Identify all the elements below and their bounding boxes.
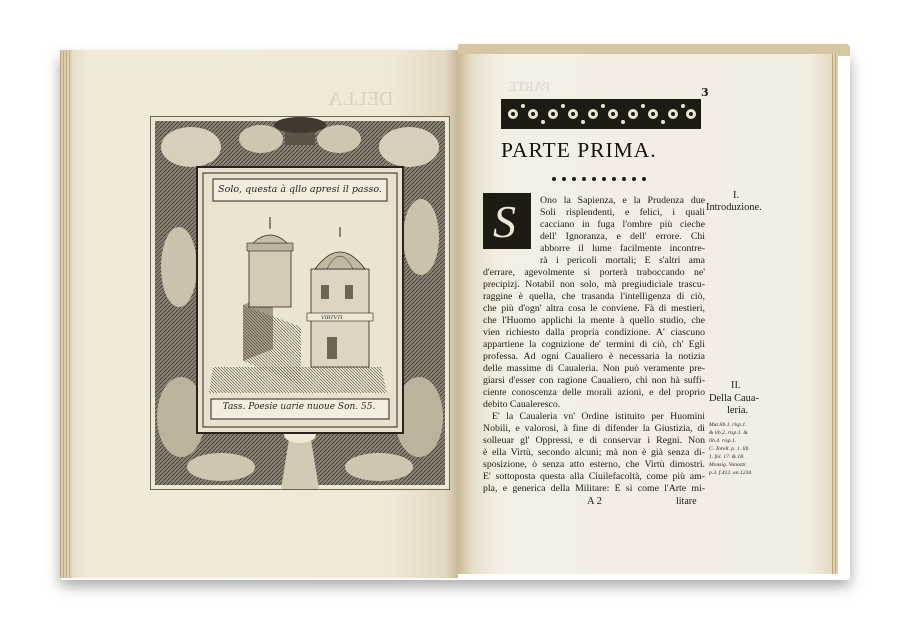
text-line: Ono la Sapienza, e la Prudenza due [540,195,705,206]
text-line: vien richiesto dalla propria condizione. A' ciascuno [483,327,705,338]
text-line: sposizione, ò senza atto esterno, che Virtù dimostri. [483,459,705,470]
text-line: raggine è quella, che trasanda l'intelligenza di ciò, [483,291,705,302]
margin-note: p.3. f.412. an.1234. [709,470,753,476]
show-through-text: DELLA [328,88,394,110]
show-through-text: PARTE [508,80,551,95]
margin-section-title: leria. [727,405,749,416]
text-line: E' sottoposta questa alla Ciuilefacoltà, come più am- [483,471,705,482]
text-line: che più d'ogn' altra cosa le conviene. Fà di mestieri, [483,303,705,314]
text-line: che l'Huomo applichi la mente à quello studio, che [483,315,705,326]
margin-note: Mut lib.1. risp.1. [709,422,747,428]
margin-note: C. Torell. p. 1. lib. [709,446,750,452]
engraving-inscription: VIRTVTI [321,315,343,321]
text-line: E' la Caualeria vn' Ordine istituito per Huomini [492,411,705,422]
text-line: giarsi d'esser con ragione Caualiero, chi non hà suffi- [483,375,705,386]
text-line: d'errare, agevolmente si porterà traboccando ne' [483,267,705,278]
text-line: Nobili, e valorosi, à fine di difender la Giustizia, di [483,423,705,434]
text-line: pla, e generica della Militare: E sì come l'Arte mi- [483,483,705,494]
margin-note: lib.4. risp.1. [709,438,737,444]
page-title: PARTE PRIMA. [501,138,657,162]
text-line: debito Caualeresco. [483,399,561,410]
text-line: solleuar gl' Oppressi, e di conservar i Regni. Non [483,435,705,446]
text-line: è ella Virtù, secondo alcuni; mà non è già senza di- [483,447,705,458]
margin-note: Monsig. Vanozzi [709,462,746,468]
margin-section-title: Della Caua- [709,393,759,404]
margin-section-number: II. [731,380,741,391]
left-page-edge [60,50,72,578]
text-line: delle massime di Caualeria. Non può veramente pre- [483,363,705,374]
text-line: rà i pericoli mortali; E s'altri ama [540,255,705,266]
decorated-initial-letter: S [493,196,516,247]
decorated-initial [483,193,531,249]
engraving-illustration [151,117,449,489]
text-line: dell' Ignoranza, e dell' errore. Chi [540,231,705,242]
margin-section-number: I. [733,190,740,201]
catchword: litare [676,496,697,507]
margin-section-title: Introduzione. [706,202,762,213]
text-line: appartiene la cognizione de' termini di ciò, ch' Egli [483,339,705,350]
right-page-edge [832,54,838,574]
signature-mark: A 2 [587,496,602,507]
page-number: 3 [701,86,709,99]
ornamental-headpiece [501,99,701,129]
text-line: Soli risplendenti, e felici, i quali [540,207,705,218]
title-ornament-rule [550,174,650,184]
text-line: precipizj. Notabil non solo, mà pregiudiciale trascu- [483,279,705,290]
text-line: professa. Ad ogni Caualiero è necessaria la notizia [483,351,705,362]
text-line: abborre il lume facilmente incontre- [540,243,705,254]
margin-note: & lib.2. risp.1. & [709,430,748,436]
engraving-motto-top: Solo, questa à qllo apresi il passo. [218,184,382,195]
engraving-caption-bottom: Tass. Poesie uarie nuoue Son. 55. [222,402,376,412]
margin-note: 1. fol. 17. & 18. [709,454,745,460]
text-line: cacciano in fuga l'ombre più cieche [540,219,705,230]
engraving-plate [150,116,450,490]
text-line: ciente conoscenza delle morali azioni, e del proprio [483,387,705,398]
